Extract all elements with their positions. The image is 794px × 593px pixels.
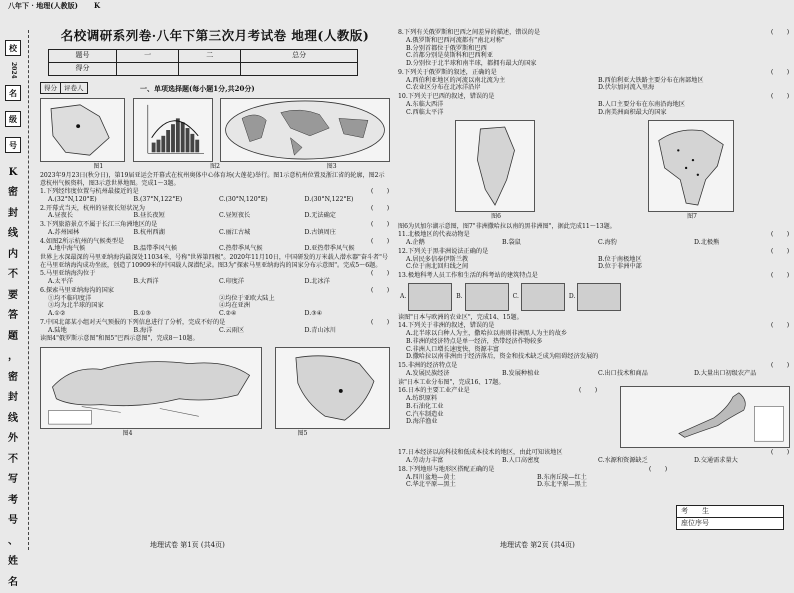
- section-title: 一、单项选择题(每小题1分,共20分): [140, 83, 255, 93]
- score-cell: 得分: [49, 62, 117, 75]
- option[interactable]: D.大量出口初级农产品: [694, 369, 757, 377]
- figure-captions-1: [40, 163, 390, 171]
- option[interactable]: B.海洋: [133, 326, 153, 334]
- question-18: [398, 466, 668, 489]
- climate-chart-icon: [134, 99, 212, 161]
- question-2: [40, 205, 390, 221]
- binding-strip: [3, 40, 23, 593]
- question-stem: 1.下列经纬度位置与杭州最接近的是: [40, 188, 139, 196]
- question-stem: 2.开幕式当天，杭州的昼夜长短状况为: [40, 204, 145, 212]
- statement: ①均不临印度洋: [48, 294, 92, 302]
- figure-row-1: [40, 98, 390, 162]
- option[interactable]: D.古镇周庄: [304, 228, 336, 236]
- seal-char: K: [8, 166, 18, 178]
- page-two-footer: 地理试卷 第2页 (共4页): [500, 541, 575, 549]
- question-16: [398, 387, 598, 426]
- option[interactable]: B.: [456, 293, 463, 301]
- option[interactable]: C.云雨区: [219, 326, 245, 334]
- option[interactable]: C.西临太平洋: [406, 108, 444, 116]
- question-stem: 3.下列旅游景点不属于长江三角洲地区的是: [40, 221, 158, 229]
- option[interactable]: B.人口主要分布在东南沿海地区: [598, 100, 685, 108]
- building-photo-icon: [465, 283, 509, 311]
- option[interactable]: B.发展种植业: [502, 369, 540, 377]
- score-cell: 总分: [241, 49, 358, 62]
- figure-row-3: [398, 120, 790, 212]
- answer-bracket[interactable]: ( ): [370, 286, 390, 294]
- answer-bracket[interactable]: ( ): [370, 204, 390, 212]
- option[interactable]: C.②④: [219, 310, 237, 318]
- option[interactable]: A.纺织原料: [406, 395, 438, 403]
- question-3: [40, 221, 390, 237]
- question-1: [40, 188, 390, 204]
- option[interactable]: D.交通需求量大: [694, 457, 738, 465]
- option[interactable]: A.: [400, 293, 407, 301]
- binding-box-school: 校: [5, 40, 21, 56]
- figure-row-2: [40, 347, 390, 429]
- answer-bracket[interactable]: ( ): [770, 231, 790, 239]
- option[interactable]: C.: [512, 293, 519, 301]
- question-stem: 10.下列关于巴西的叙述，错误的是: [398, 93, 495, 100]
- answer-bracket[interactable]: ( ): [770, 362, 790, 370]
- seal-char: 密: [8, 187, 18, 199]
- figure-1-map: [40, 98, 125, 162]
- caption-fig7: 图7: [687, 213, 697, 221]
- option[interactable]: B.昼长夜短: [133, 212, 165, 220]
- question-17: [398, 449, 790, 465]
- option[interactable]: A.苏州园林: [48, 228, 80, 236]
- intro-q1-3: 2023年9月23日(秋分日)，第19届亚运会开幕式在杭州奥体中心体育场(大莲花)举行。图1示意杭州位置及浙江省的轮廓，图2示意杭州气候资料，图3示意世界地图。完成1～3题。: [40, 172, 385, 187]
- question-8: [398, 29, 790, 68]
- question-stem: 7.中国北部某小组对天气预报的下列信息进行了分析，完成不好的是: [40, 318, 226, 326]
- question-11: [398, 231, 790, 247]
- seal-char: 写: [8, 474, 18, 486]
- caption-fig3: 图3: [326, 162, 337, 170]
- question-6: [40, 287, 390, 318]
- score-input[interactable]: [179, 62, 241, 75]
- page-two: [398, 28, 790, 489]
- caption-fig4: 图4: [122, 430, 133, 438]
- seal-line-text: [8, 163, 18, 593]
- answer-bracket[interactable]: ( ): [770, 93, 790, 100]
- score-input[interactable]: [116, 62, 178, 75]
- option[interactable]: B.石油化工业: [406, 402, 444, 410]
- figure-6-lake-map: [455, 120, 535, 212]
- question-10: [398, 93, 790, 116]
- option[interactable]: C.首都分别是莫斯科和巴西利亚: [406, 52, 493, 60]
- seal-char: 答: [8, 310, 18, 322]
- building-photo-icon: [521, 283, 565, 311]
- seatbox-label-seat: 座位序号: [681, 518, 709, 527]
- seal-char: 题: [8, 330, 18, 342]
- figure-2-climate-chart: [133, 98, 213, 162]
- seal-char: 要: [8, 289, 18, 301]
- statement: ③均为北半球的国家: [48, 302, 104, 310]
- binding-year: 2024: [9, 62, 17, 79]
- intro-q11-13: 图6为贝加尔湖示意图，图7"非洲撒哈拉以南的黑非洲图"，据此完成11～13题。: [398, 222, 616, 230]
- option[interactable]: A.西伯利亚地区的河流以南北流为主: [406, 76, 506, 84]
- zhejiang-map-icon: [41, 99, 124, 161]
- score-cell: 题号: [49, 49, 117, 62]
- answer-bracket[interactable]: ( ): [770, 322, 790, 330]
- option[interactable]: D.撒哈拉以南非洲由于经济落后，资金和技术缺乏成为阻碍经济发展的: [406, 353, 599, 361]
- building-photo-icon: [577, 283, 621, 311]
- option[interactable]: D.位于非洲中部: [598, 263, 642, 271]
- option[interactable]: A.地中海气候: [48, 245, 86, 253]
- option[interactable]: C.丽江古城: [219, 228, 251, 236]
- japan-map-icon: [621, 387, 789, 447]
- option[interactable]: D.伏尔加河流入里海: [598, 84, 655, 92]
- question-stem: 6.探索马里亚纳海沟的国家: [40, 286, 114, 294]
- option[interactable]: B.位于南极地区: [598, 255, 642, 263]
- seatbox-label-student: 考 生: [677, 506, 783, 518]
- option[interactable]: B.分别首都位于俄罗斯和巴西: [406, 44, 487, 52]
- caption-fig5: 图5: [297, 430, 308, 438]
- question-stem: 17.日本经济以高科技和低成本技术的地区，由此可知该地区: [398, 449, 563, 457]
- option[interactable]: A.四川盆地—黄土: [406, 473, 456, 481]
- option[interactable]: D.(30°N,122°E): [304, 195, 354, 203]
- seal-char: 封: [8, 207, 18, 219]
- figure-captions-2: [40, 430, 390, 438]
- seal-char: 、: [8, 535, 18, 547]
- question-stem: 14.下列关于非洲的叙述，错误的是: [398, 322, 495, 330]
- option[interactable]: A.东临大西洋: [406, 100, 444, 108]
- question-7: [40, 319, 390, 335]
- option[interactable]: D.东北平原—黑土: [537, 481, 588, 489]
- option[interactable]: C.出口技术和商品: [598, 369, 648, 377]
- building-photo-icon: [408, 283, 452, 311]
- option[interactable]: D.③④: [304, 310, 323, 318]
- caption-fig1: 图1: [93, 162, 104, 170]
- seal-char: 线: [8, 412, 18, 424]
- binding-box-class: 级: [5, 111, 21, 127]
- score-cell: 二: [179, 49, 241, 62]
- option[interactable]: C.非洲人口增长速度快，资源丰富: [406, 345, 500, 353]
- option[interactable]: D.北冰洋: [304, 278, 330, 286]
- answer-bracket[interactable]: ( ): [370, 270, 390, 278]
- option[interactable]: A.企鹅: [406, 239, 425, 247]
- option[interactable]: C.(30°N,120°E): [219, 195, 268, 203]
- seal-char: 密: [8, 371, 18, 383]
- answer-bracket[interactable]: ( ): [770, 449, 790, 457]
- option[interactable]: C.海豹: [598, 239, 617, 247]
- answer-bracket[interactable]: ( ): [370, 188, 390, 196]
- question-14: [398, 322, 790, 361]
- option[interactable]: A.(32°N,120°E): [48, 195, 97, 203]
- question-5: [40, 270, 390, 286]
- question-stem: 4.如图2所示杭州的气候类型是: [40, 237, 125, 245]
- page-one: [40, 28, 390, 440]
- option[interactable]: A.俄罗斯和巴西河流都有"南北对称": [406, 36, 505, 44]
- top-header: [0, 0, 794, 12]
- africa-map-icon: [649, 121, 733, 211]
- answer-bracket[interactable]: ( ): [370, 237, 390, 245]
- caption-fig6: 图6: [491, 213, 501, 221]
- question-4: [40, 238, 390, 254]
- option[interactable]: B.非洲的经济特点是单一经济，热带经济作物较多: [406, 337, 543, 345]
- brazil-map-icon: [276, 348, 389, 428]
- statement: ②均位于亚欧大陆上: [219, 294, 275, 302]
- option[interactable]: D.青山冰川: [304, 326, 336, 334]
- option[interactable]: C.昼短夜长: [219, 212, 251, 220]
- option[interactable]: A.发展民族经济: [406, 369, 450, 377]
- question-stem: 5.马里亚纳海沟位于: [40, 270, 96, 278]
- seal-char: 内: [8, 248, 18, 260]
- caption-fig2: 图2: [210, 162, 220, 170]
- k-mark: K: [93, 0, 101, 10]
- subject-line: 八年下 · 地理(人教版): [8, 0, 78, 10]
- question-stem: 13.极地科考人员工作和生活的科考站的建筑特点是: [398, 272, 538, 280]
- figure-captions-3: [398, 213, 790, 221]
- option[interactable]: B.东南丘陵—红土: [537, 473, 587, 481]
- option[interactable]: C.水源和资源缺乏: [598, 457, 648, 465]
- q16-block: [398, 386, 790, 448]
- score-cell: 一: [116, 49, 178, 62]
- option[interactable]: A.劳动力丰富: [406, 457, 444, 465]
- seal-char: 考: [8, 494, 18, 506]
- seal-char: 不: [8, 453, 18, 465]
- option[interactable]: C.印度洋: [219, 278, 245, 286]
- answer-bracket[interactable]: ( ): [770, 272, 790, 280]
- question-stem: 16.日本的主要工业产业是: [398, 387, 470, 395]
- option[interactable]: B.大西洋: [133, 278, 159, 286]
- intro-q16-17: 读"日本工业分布图"，完成16、17题。: [398, 378, 505, 386]
- option[interactable]: D.无法确定: [304, 212, 336, 220]
- option[interactable]: C.热带季风气候: [219, 245, 263, 253]
- question-9: [398, 69, 790, 92]
- answer-bracket[interactable]: ( ): [770, 68, 790, 76]
- option[interactable]: A.①②: [48, 310, 66, 318]
- option[interactable]: D.: [568, 293, 576, 301]
- figure-3-world-map: [220, 98, 390, 162]
- option[interactable]: A.太平洋: [48, 278, 73, 286]
- option[interactable]: B.①③: [133, 310, 152, 318]
- seal-char: 名: [8, 576, 18, 588]
- option[interactable]: B.温带季风气候: [133, 245, 178, 253]
- figure-7-africa-map: [648, 120, 734, 212]
- lake-map-icon: [456, 121, 534, 211]
- seal-char: 线: [8, 228, 18, 240]
- answer-bracket[interactable]: ( ): [770, 29, 790, 36]
- option[interactable]: A.北半球以白种人为主，撒哈拉以南则非洲黑人为主的故乡: [406, 330, 568, 338]
- option[interactable]: A.居民多信奉伊斯兰教: [406, 255, 469, 263]
- question-stem: 11.北极地区的代表动物是: [398, 231, 470, 239]
- grader-score-label: 得分: [40, 82, 61, 94]
- figure-5-brazil-map: [275, 347, 390, 429]
- seal-char: 姓: [8, 556, 18, 568]
- score-input[interactable]: [241, 62, 358, 75]
- option[interactable]: D.南美洲面积最大的国家: [598, 108, 667, 116]
- answer-bracket[interactable]: ( ): [770, 247, 790, 255]
- question-stem: 12.下列关于黑非洲说法正确的是: [398, 247, 489, 255]
- option[interactable]: A.昼夜长: [48, 212, 73, 220]
- seal-char: 号: [8, 515, 18, 527]
- binding-box-number: 号: [5, 137, 21, 153]
- world-map-icon: [221, 99, 389, 161]
- option[interactable]: D.海洋渔业: [406, 418, 438, 426]
- seal-char: ，: [8, 351, 18, 363]
- option[interactable]: D.亚热带季风气候: [304, 245, 355, 253]
- figure-4-russia-map: [40, 347, 262, 429]
- option-image-strip: [398, 282, 790, 312]
- binding-box-name: 名: [5, 85, 21, 101]
- question-stem: 9.下列关于俄罗斯的叙述，正确的是: [398, 68, 497, 76]
- option[interactable]: C.农业区分布在北冰洋沿岸: [406, 84, 481, 92]
- russia-map-icon: [41, 348, 261, 428]
- answer-bracket[interactable]: ( ): [578, 387, 598, 395]
- question-13: [398, 272, 790, 312]
- seal-char: 外: [8, 433, 18, 445]
- question-12: [398, 248, 790, 271]
- seal-dashed-line: [28, 30, 29, 550]
- seal-char: 封: [8, 392, 18, 404]
- option[interactable]: A.陆地: [48, 326, 67, 334]
- option[interactable]: C.位于南北回归线之间: [406, 263, 469, 271]
- option[interactable]: C.华北平原—黑土: [406, 481, 456, 489]
- question-stem: 15.非洲的经济特点是: [398, 362, 458, 370]
- option[interactable]: B.(37°N,122°E): [133, 195, 183, 203]
- intro-q14-15: 读图"日本与欧洲的农业区"，完成14、15题。: [398, 313, 523, 321]
- japan-industry-map: [620, 386, 790, 448]
- option[interactable]: C.汽车制造业: [406, 410, 444, 418]
- score-table: [48, 49, 358, 76]
- answer-bracket[interactable]: ( ): [370, 318, 390, 326]
- exam-title: 名校调研系列卷·八年下第三次月考试卷 地理(人教版): [60, 28, 370, 43]
- answer-bracket[interactable]: ( ): [370, 221, 390, 229]
- option[interactable]: B.杭州西湖: [133, 228, 165, 236]
- question-15: [398, 362, 790, 378]
- grader-label: 评卷人: [60, 82, 88, 94]
- question-stem: 8.下列有关俄罗斯和巴西之间差异的描述，错误的是: [398, 29, 541, 36]
- intro-q5-6: 世界上水深最深的马里亚纳海沟最深处11034米，号称"世界第四极"。2020年11月10日，中国研发的万米载人潜水器"奋斗者"号在马里亚纳海沟成功坐底，创造了10909米的中国载人深潜纪录。图3为"探索马里亚纳海沟的国家分布示意图"。完成5～6题。: [40, 254, 389, 269]
- page-one-footer: 地理试卷 第1页 (共4页): [150, 541, 225, 549]
- option[interactable]: B.袋鼠: [502, 239, 521, 247]
- option[interactable]: D.分别位于北半球和南半球，都拥有最大的国家: [406, 60, 537, 67]
- seal-char: 不: [8, 269, 18, 281]
- answer-bracket[interactable]: ( ): [648, 465, 668, 473]
- question-stem: 18.下列地形与地形区搭配正确的是: [398, 465, 495, 473]
- seat-number-box[interactable]: [676, 505, 784, 530]
- option[interactable]: B.西伯利亚大铁路主要分布在南部地区: [598, 76, 704, 84]
- statement: ④均在亚洲: [219, 302, 250, 310]
- intro-q8-10: 读图4"俄罗斯示意图"和图5"巴西示意图"，完成8～10题。: [40, 335, 199, 343]
- option[interactable]: D.北极熊: [694, 239, 720, 247]
- option[interactable]: B.人口高密度: [502, 457, 540, 465]
